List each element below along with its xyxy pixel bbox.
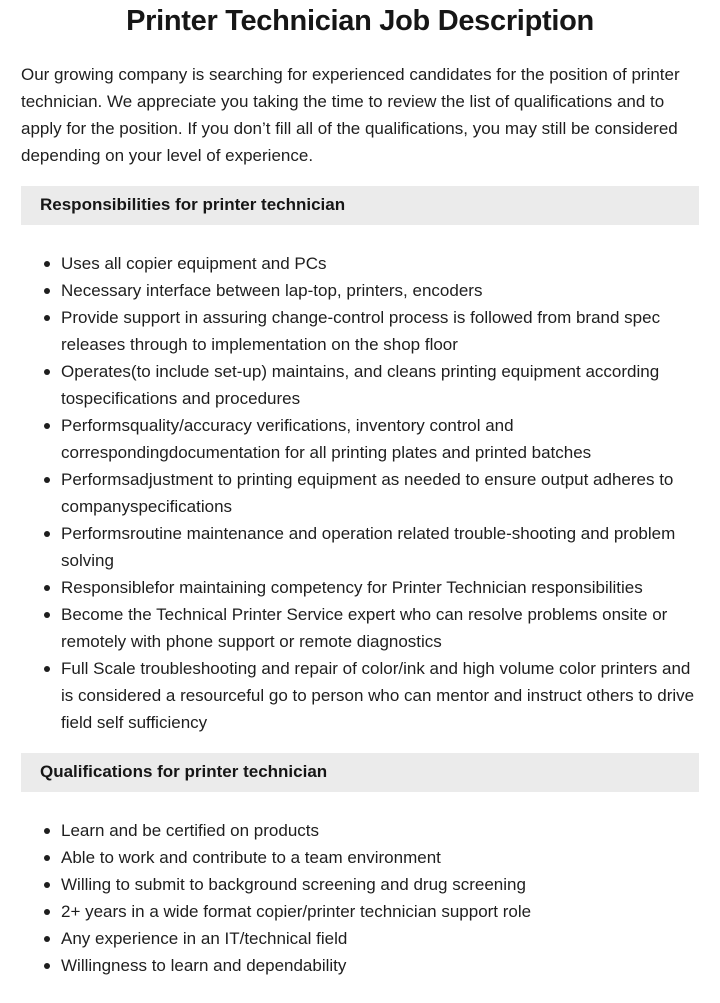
list-item xyxy=(41,601,699,655)
list-item xyxy=(41,817,699,844)
list-item xyxy=(41,412,699,466)
bullet-dot-icon xyxy=(44,936,50,942)
bullet-dot-icon xyxy=(44,909,50,915)
bullet-dot-icon xyxy=(44,477,50,483)
list-item-text: Any experience in an IT/technical field xyxy=(61,929,348,948)
list-item-text: Willing to submit to background screening and drug screening xyxy=(61,875,526,894)
list-item xyxy=(41,871,699,898)
bullet-dot-icon xyxy=(44,855,50,861)
bullet-dot-icon xyxy=(44,531,50,537)
list-item xyxy=(41,520,699,574)
list-item xyxy=(41,952,699,979)
list-item xyxy=(41,304,699,358)
list-item-text: Willingness to learn and dependability xyxy=(61,956,347,975)
list-item-text: Necessary interface between lap-top, printers, encoders xyxy=(61,281,483,300)
intro-paragraph: Our growing company is searching for experienced candidates for the position of printer technician. We appreciate you taking the time to review the list of qualifications and to apply for the position. If you don’t fill all of the qualifications, you may still be considered depending on your level of experience. xyxy=(21,65,680,165)
list-item-text: Provide support in assuring change-control process is followed from brand spec releases through to implementation on the shop floor xyxy=(61,308,661,354)
list-item xyxy=(41,466,699,520)
list-item-text: Performsquality/accuracy verifications, inventory control and correspondingdocumentation for all printing plates and printed batches xyxy=(61,416,592,462)
bullet-dot-icon xyxy=(44,369,50,375)
bullet-dot-icon xyxy=(44,612,50,618)
responsibilities-list xyxy=(21,250,699,736)
bullet-dot-icon xyxy=(44,423,50,429)
list-item-text: Operates(to include set-up) maintains, and cleans printing equipment according tospecifications and procedures xyxy=(61,362,660,408)
list-item-text: Responsiblefor maintaining competency for Printer Technician responsibilities xyxy=(61,578,643,597)
list-item-text: Able to work and contribute to a team environment xyxy=(61,848,441,867)
list-item xyxy=(41,898,699,925)
list-item-text: 2+ years in a wide format copier/printer technician support role xyxy=(61,902,532,921)
list-item-text: Performsroutine maintenance and operation related trouble-shooting and problem solving xyxy=(61,524,676,570)
bullet-dot-icon xyxy=(44,261,50,267)
list-item-text: Become the Technical Printer Service expert who can resolve problems onsite or remotely with phone support or remote diagnostics xyxy=(61,605,668,651)
bullet-dot-icon xyxy=(44,288,50,294)
bullet-dot-icon xyxy=(44,585,50,591)
list-item-text: Full Scale troubleshooting and repair of color/ink and high volume color printers and is considered a resourceful go to person who can mentor and instruct others to drive field self sufficiency xyxy=(61,659,695,732)
section-header-responsibilities: Responsibilities for printer technician xyxy=(21,186,699,225)
list-item-text: Performsadjustment to printing equipment as needed to ensure output adheres to companyspecifications xyxy=(61,470,674,516)
page-title: Printer Technician Job Description xyxy=(126,5,594,37)
list-item xyxy=(41,574,699,601)
bullet-dot-icon xyxy=(44,315,50,321)
bullet-dot-icon xyxy=(44,828,50,834)
list-item xyxy=(41,655,699,736)
qualifications-list xyxy=(21,817,699,979)
section-header-qualifications: Qualifications for printer technician xyxy=(21,753,699,792)
list-item xyxy=(41,925,699,952)
list-item xyxy=(41,844,699,871)
list-item xyxy=(41,277,699,304)
bullet-dot-icon xyxy=(44,882,50,888)
list-item-text: Uses all copier equipment and PCs xyxy=(61,254,327,273)
bullet-dot-icon xyxy=(44,666,50,672)
list-item xyxy=(41,250,699,277)
list-item xyxy=(41,358,699,412)
list-item-text: Learn and be certified on products xyxy=(61,821,320,840)
bullet-dot-icon xyxy=(44,963,50,969)
